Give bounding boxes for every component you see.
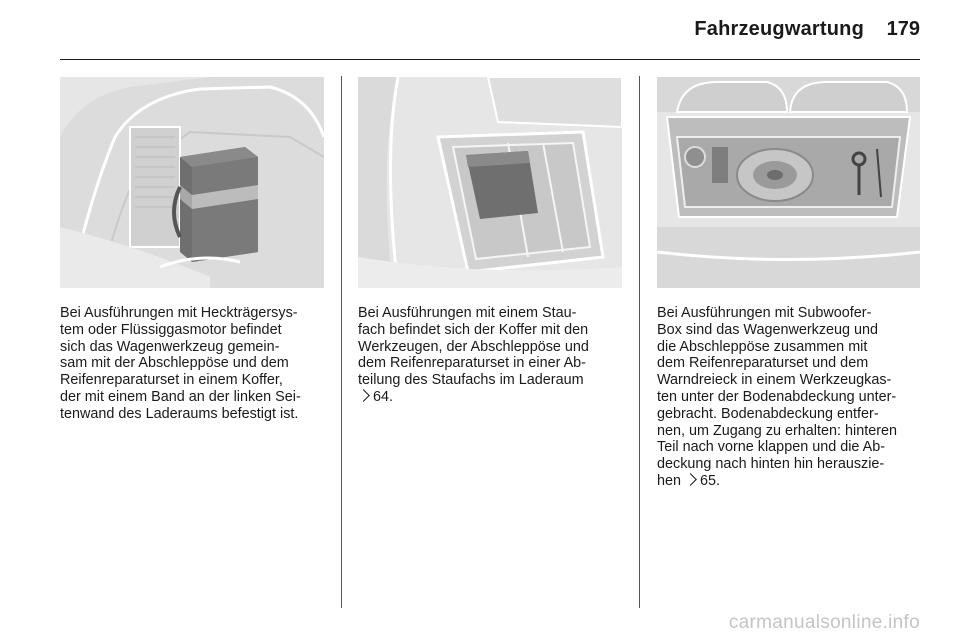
page-number: 179 bbox=[886, 18, 920, 40]
watermark: carmanualsonline.info bbox=[728, 612, 920, 633]
reference-page-number: 65. bbox=[700, 472, 721, 489]
text-line: deckung nach hinten hin herauszie- bbox=[657, 456, 885, 473]
text-line: der mit einem Band an der linken Sei- bbox=[60, 388, 301, 405]
text-line: Bei Ausführungen mit Subwoofer- bbox=[657, 305, 872, 321]
text-line: Warndreieck in einem Werkzeugkas- bbox=[657, 372, 892, 389]
text-line: sich das Wagenwerkzeug gemein- bbox=[60, 338, 280, 355]
cross-reference-arrow-icon bbox=[357, 389, 370, 402]
text-line: Teil nach vorne klappen und die Ab- bbox=[657, 439, 886, 456]
column-3-text bbox=[657, 305, 897, 490]
text-line: teilung des Staufachs im Laderaum bbox=[358, 372, 584, 389]
cross-reference-arrow-icon bbox=[684, 473, 697, 486]
text-line: sam mit der Abschleppöse und dem bbox=[60, 355, 289, 372]
text-line: Box sind das Wagenwerkzeug und bbox=[657, 321, 879, 338]
page-reference[interactable] bbox=[657, 473, 897, 490]
column-divider-1 bbox=[341, 76, 342, 608]
text-line: dem Reifenreparaturset in einer Ab- bbox=[358, 355, 586, 372]
text-line: Bei Ausführungen mit Heckträgersys- bbox=[60, 305, 298, 321]
page-title: Fahrzeugwartung bbox=[694, 18, 864, 40]
reference-page-number: 64. bbox=[373, 388, 394, 405]
text-line: nen, um Zugang zu erhalten: hinteren bbox=[657, 422, 898, 439]
text-line: ten unter der Bodenabdeckung unter- bbox=[657, 388, 897, 405]
storage-compartment-illustration bbox=[358, 77, 622, 288]
text-line: tenwand des Laderaums befestigt ist. bbox=[60, 405, 299, 422]
text-line: fach befindet sich der Koffer mit den bbox=[358, 321, 589, 338]
page-reference[interactable] bbox=[358, 389, 589, 406]
text-line: tem oder Flüssiggasmotor befindet bbox=[60, 321, 282, 338]
column-divider-2 bbox=[639, 76, 640, 608]
text-line: gebracht. Bodenabdeckung entfer- bbox=[657, 405, 879, 422]
column-1-text bbox=[60, 305, 301, 423]
column-2-text bbox=[358, 305, 589, 406]
header-rule bbox=[60, 59, 920, 60]
text-line: Bei Ausführungen mit einem Stau- bbox=[358, 305, 577, 321]
text-line: dem Reifenreparaturset und dem bbox=[657, 355, 869, 372]
text-line: Reifenreparaturset in einem Koffer, bbox=[60, 372, 283, 389]
text-line-prefix: hen bbox=[657, 472, 682, 489]
text-line: die Abschleppöse zusammen mit bbox=[657, 338, 868, 355]
text-line: Werkzeugen, der Abschleppöse und bbox=[358, 338, 589, 355]
subwoofer-tool-kit-illustration bbox=[657, 77, 920, 288]
trunk-with-case-illustration bbox=[60, 77, 324, 288]
